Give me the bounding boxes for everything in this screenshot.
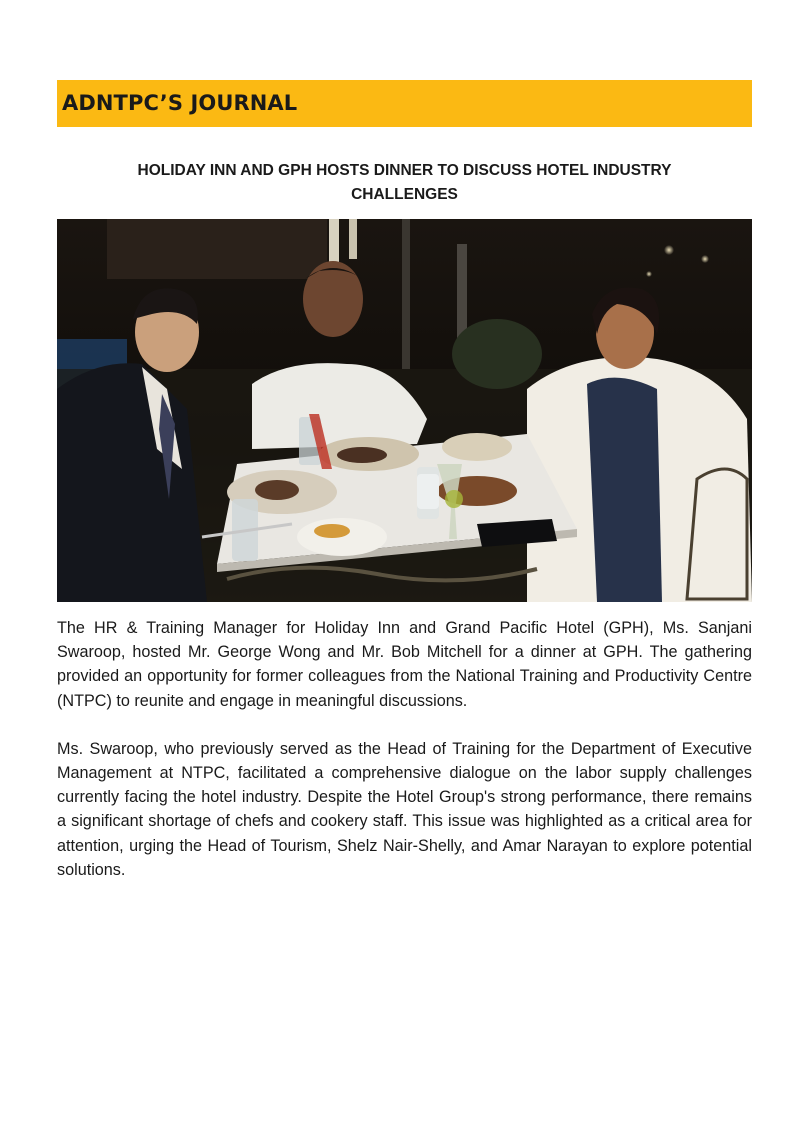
headline-line-1: HOLIDAY INN AND GPH HOSTS DINNER TO DISCUSS HOTEL INDUSTRY (137, 162, 672, 179)
article-body (57, 616, 752, 906)
headline-line-2: CHALLENGES (351, 186, 458, 203)
article-paragraph-1: The HR & Training Manager for Holiday Inn and Grand Pacific Hotel (GPH), Ms. Sanjani Swaroop, hosted Mr. George Wong and Mr. Bob Mitchell for a dinner at GPH. The gathering provided an opportunity for former colleagues from the National Training and Productivity Centre (NTPC) to reunite and engage in meaningful discussions. (57, 619, 752, 710)
dinner-photo (57, 219, 752, 602)
article-headline (57, 159, 752, 207)
journal-title: ADNTPC’S JOURNAL (62, 91, 298, 115)
dinner-photo-illustration (57, 219, 752, 602)
journal-banner (57, 80, 752, 127)
article-paragraph-2: Ms. Swaroop, who previously served as the Head of Training for the Department of Executive Management at NTPC, facilitated a comprehensive dialogue on the labor supply challenges currently facing the hotel industry. Despite the Hotel Group's strong performance, there remains a significant shortage of chefs and cookery staff. This issue was highlighted as a critical area for attention, urging the Head of Tourism, Shelz Nair-Shelly, and Amar Narayan to explore potential solutions. (57, 739, 752, 879)
